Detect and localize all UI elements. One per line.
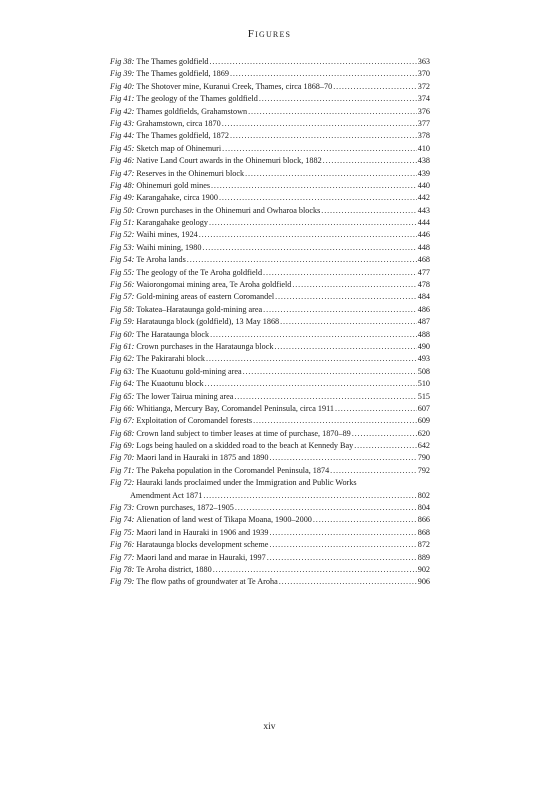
- figure-entry: [110, 168, 430, 180]
- dot-leader: [269, 527, 416, 539]
- figure-title: The Thames goldfield, 1872: [136, 131, 229, 141]
- figure-entry: [110, 415, 430, 427]
- figure-number: Fig 74:: [110, 515, 135, 525]
- figure-entry: [110, 205, 430, 217]
- figure-number: Fig 68:: [110, 428, 135, 438]
- figure-page-number: 510: [417, 379, 430, 389]
- dot-leader: [210, 56, 417, 68]
- figure-number: Fig 52:: [110, 230, 135, 240]
- figure-number: Fig 67:: [110, 416, 135, 426]
- figure-entry: [110, 81, 430, 93]
- figure-entry: [110, 378, 430, 390]
- figure-page-number: 376: [417, 106, 430, 116]
- dot-leader: [292, 279, 416, 291]
- page-header: Figures: [247, 28, 292, 40]
- dot-leader: [354, 440, 416, 452]
- figure-title: Waihi mines, 1924: [136, 230, 198, 240]
- dot-leader: [222, 118, 417, 130]
- figure-page-number: 906: [417, 577, 430, 587]
- dot-leader: [248, 106, 417, 118]
- dot-leader: [230, 130, 417, 142]
- figure-entry: [110, 539, 430, 551]
- figure-page-number: 438: [417, 156, 430, 166]
- dot-leader: [313, 514, 417, 526]
- dot-leader: [199, 229, 417, 241]
- dot-leader: [210, 329, 417, 341]
- figure-page-number: 642: [417, 441, 430, 451]
- figure-page-number: 508: [417, 366, 430, 376]
- figure-title: Maori land in Hauraki in 1906 and 1939: [136, 527, 269, 537]
- figure-page-number: 802: [417, 490, 430, 500]
- figure-title: Te Aroha district, 1880: [136, 565, 212, 574]
- figure-number: Fig 46:: [110, 156, 135, 166]
- figure-page-number: 378: [417, 131, 430, 141]
- figure-entry: [110, 514, 430, 526]
- figure-page-number: 490: [417, 341, 430, 351]
- dot-leader: [333, 81, 417, 93]
- figure-title: Crown purchases in the Ohinemuri and Owharoa blocks: [136, 205, 321, 215]
- figure-number: Fig 54:: [110, 255, 135, 265]
- figure-entry: [110, 316, 430, 328]
- figure-title: The Shotover mine, Kuranui Creek, Thames, circa 1868–70: [136, 81, 333, 91]
- dot-leader: [275, 291, 417, 303]
- figure-page-number: 443: [417, 205, 430, 215]
- figure-page-number: 410: [417, 143, 430, 153]
- figure-number: Fig 53:: [110, 242, 135, 252]
- figure-title: Crown land subject to timber leases at time of purchase, 1870–89: [136, 428, 351, 438]
- dot-leader: [280, 316, 417, 328]
- dot-leader: [323, 155, 417, 167]
- figure-title: Harataunga block (goldfield), 13 May 1868: [136, 317, 280, 327]
- figure-entry: [110, 391, 430, 403]
- dot-leader: [205, 378, 417, 390]
- figure-entry: [110, 304, 430, 316]
- figure-entry: [110, 564, 430, 576]
- figure-entry: [110, 329, 430, 341]
- figure-page-number: 440: [417, 180, 430, 190]
- figure-entry: [110, 106, 430, 118]
- figure-entry: [110, 118, 430, 130]
- figure-page-number: 620: [417, 428, 430, 438]
- figure-page-number: 866: [417, 515, 430, 525]
- dot-leader: [230, 68, 417, 80]
- figure-number: Fig 65:: [110, 391, 135, 401]
- figure-page-number: 889: [417, 552, 430, 562]
- figure-title: Waiorongomai mining area, Te Aroha goldfield: [136, 280, 292, 290]
- figure-entry: [110, 192, 430, 204]
- dot-leader: [209, 217, 417, 229]
- figure-title: The Thames goldfield, 1869: [136, 69, 229, 79]
- figure-entry: [110, 229, 430, 241]
- figure-title: Grahamstown, circa 1870: [136, 118, 221, 128]
- figure-number: Fig 48:: [110, 180, 135, 190]
- figures-list: [110, 56, 430, 589]
- figure-entry: [110, 353, 430, 365]
- figure-title: Crown purchases in the Harataunga block: [136, 341, 274, 351]
- figure-number: Fig 43:: [110, 118, 135, 128]
- figure-entry: [110, 527, 430, 539]
- figure-title: The Kuaotunu block: [136, 379, 204, 389]
- figure-number: Fig 57:: [110, 292, 135, 302]
- figure-entry: [110, 254, 430, 266]
- figure-number: Fig 63:: [110, 366, 135, 376]
- figure-title: Karangahake, circa 1900: [136, 193, 218, 203]
- figure-title: The Thames goldfield: [136, 56, 209, 66]
- figure-entry: [110, 217, 430, 229]
- figure-entry: [110, 341, 430, 353]
- figure-number: Fig 73:: [110, 503, 135, 513]
- figure-entry: [110, 279, 430, 291]
- figure-number: Fig 66:: [110, 403, 135, 413]
- figure-title: Harataunga blocks development scheme: [136, 540, 269, 550]
- dot-leader: [263, 304, 417, 316]
- figure-page-number: 374: [417, 94, 430, 104]
- dot-leader: [213, 564, 417, 576]
- figure-number: Fig 76:: [110, 540, 135, 550]
- dot-leader: [235, 502, 417, 514]
- figure-title: Hauraki lands proclaimed under the Immigration and Public Works: [136, 478, 357, 488]
- figure-page-number: 477: [417, 267, 430, 277]
- dot-leader: [335, 403, 417, 415]
- figure-entry: [110, 576, 430, 588]
- figure-page-number: 487: [417, 317, 430, 327]
- figure-number: Fig 49:: [110, 193, 135, 203]
- figure-entry: [110, 403, 430, 415]
- figure-number: Fig 42:: [110, 106, 135, 116]
- figure-entry: [110, 56, 430, 68]
- figure-title: Gold-mining areas of eastern Coromandel: [136, 292, 275, 302]
- figure-entry: [110, 93, 430, 105]
- figure-page-number: 363: [417, 56, 430, 66]
- dot-leader: [211, 180, 417, 192]
- figure-title: Te Aroha lands: [136, 255, 186, 265]
- dot-leader: [187, 254, 417, 266]
- figure-number: Fig 59:: [110, 317, 135, 327]
- dot-leader: [330, 465, 417, 477]
- dot-leader: [219, 192, 417, 204]
- figure-title: Crown purchases, 1872–1905: [136, 503, 234, 513]
- dot-leader: [243, 366, 417, 378]
- figure-title: The flow paths of groundwater at Te Aroha: [136, 577, 278, 587]
- figure-number: Fig 70:: [110, 453, 135, 463]
- figure-number: Fig 62:: [110, 354, 135, 364]
- figure-number: Fig 60:: [110, 329, 135, 339]
- figure-page-number: 868: [417, 527, 430, 537]
- figure-title: The Pakirarahi block: [136, 354, 206, 364]
- figure-page-number: 607: [417, 403, 430, 413]
- figure-title: The Pakeha population in the Coromandel Peninsula, 1874: [136, 465, 330, 475]
- dot-leader: [203, 490, 416, 502]
- figure-entry: [110, 291, 430, 303]
- dot-leader: [269, 452, 416, 464]
- dot-leader: [259, 93, 417, 105]
- figure-number: Fig 64:: [110, 379, 135, 389]
- figure-entry: [110, 502, 430, 514]
- figure-title: The Harataunga block: [136, 329, 210, 339]
- figure-number: Fig 71:: [110, 465, 135, 475]
- figure-title: Native Land Court awards in the Ohinemuri block, 1882: [136, 156, 322, 166]
- figure-title: Sketch map of Ohinemuri: [136, 143, 222, 153]
- dot-leader: [234, 391, 416, 403]
- figure-title: Maori land in Hauraki in 1875 and 1890: [136, 453, 269, 463]
- figure-number: Fig 45:: [110, 143, 135, 153]
- figure-entry: [110, 143, 430, 155]
- figure-page-number: 468: [417, 255, 430, 265]
- figure-page-number: 446: [417, 230, 430, 240]
- figure-page-number: 792: [417, 465, 430, 475]
- figure-page-number: 804: [417, 503, 430, 513]
- figure-title: Whitianga, Mercury Bay, Coromandel Peninsula, circa 1911: [136, 403, 334, 413]
- figure-page-number: 493: [417, 354, 430, 364]
- figure-page-number: 484: [417, 292, 430, 302]
- figure-number: Fig 69:: [110, 441, 135, 451]
- figure-title: The geology of the Thames goldfield: [136, 94, 258, 104]
- figure-page-number: 902: [417, 565, 430, 574]
- figure-page-number: 790: [417, 453, 430, 463]
- figure-entry: [110, 130, 430, 142]
- figure-entry: [110, 440, 430, 452]
- figure-title: Alienation of land west of Tikapa Moana, 1900–2000: [136, 515, 312, 525]
- figure-number: Fig 47:: [110, 168, 135, 178]
- figure-title: Ohinemuri gold mines: [136, 180, 211, 190]
- figure-title: The geology of the Te Aroha goldfield: [136, 267, 263, 277]
- figure-page-number: 609: [417, 416, 430, 426]
- figure-number: Fig 40:: [110, 81, 135, 91]
- figure-number: Fig 78:: [110, 565, 135, 574]
- figure-number: Fig 56:: [110, 280, 135, 290]
- figure-title: The Kuaotunu gold-mining area: [136, 366, 242, 376]
- figure-title: Reserves in the Ohinemuri block: [136, 168, 245, 178]
- figure-entry: [110, 155, 430, 167]
- figure-number: Fig 77:: [110, 552, 135, 562]
- figure-page-number: 478: [417, 280, 430, 290]
- figure-number: Fig 50:: [110, 205, 135, 215]
- dot-leader: [245, 168, 417, 180]
- figure-entry: [110, 552, 430, 564]
- figure-page-number: 486: [417, 304, 430, 314]
- figure-page-number: 377: [417, 118, 430, 128]
- dot-leader: [274, 341, 416, 353]
- dot-leader: [253, 415, 417, 427]
- figure-title: Karangahake geology: [136, 218, 208, 228]
- figure-entry: [110, 465, 430, 477]
- figure-page-number: 372: [417, 81, 430, 91]
- figure-title: The lower Tairua mining area: [136, 391, 234, 401]
- figure-number: Fig 38:: [110, 56, 135, 66]
- figure-page-number: 442: [417, 193, 430, 203]
- figure-page-number: 488: [417, 329, 430, 339]
- figure-page-number: 872: [417, 540, 430, 550]
- figure-page-number: 370: [417, 69, 430, 79]
- dot-leader: [222, 143, 417, 155]
- dot-leader: [263, 267, 417, 279]
- dot-leader: [269, 539, 416, 551]
- figure-number: Fig 79:: [110, 577, 135, 587]
- figure-number: Fig 58:: [110, 304, 135, 314]
- figure-title: Exploitation of Coromandel forests: [136, 416, 253, 426]
- figure-title-continued: Amendment Act 1871: [130, 490, 203, 500]
- figure-number: Fig 39:: [110, 69, 135, 79]
- figure-entry: [110, 68, 430, 80]
- figure-number: Fig 61:: [110, 341, 135, 351]
- figure-entry: [110, 428, 430, 440]
- figure-number: Fig 41:: [110, 94, 135, 104]
- page-number: xiv: [263, 722, 276, 732]
- figure-page-number: 439: [417, 168, 430, 178]
- dot-leader: [279, 576, 417, 588]
- figure-entry: [110, 477, 430, 502]
- figure-entry: [110, 180, 430, 192]
- dot-leader: [267, 552, 417, 564]
- figure-number: Fig 72:: [110, 478, 135, 488]
- figure-entry: [110, 242, 430, 254]
- figure-page-number: 448: [417, 242, 430, 252]
- dot-leader: [202, 242, 416, 254]
- figure-page-number: 515: [417, 391, 430, 401]
- figure-page-number: 444: [417, 218, 430, 228]
- figure-entry: [110, 453, 430, 465]
- figure-number: Fig 44:: [110, 131, 135, 141]
- figure-entry: [110, 267, 430, 279]
- figure-title: Logs being hauled on a skidded road to the beach at Kennedy Bay: [136, 441, 354, 451]
- figure-title: Waihi mining, 1980: [136, 242, 202, 252]
- dot-leader: [321, 205, 416, 217]
- figure-number: Fig 51:: [110, 218, 135, 228]
- figure-title: Tokatea–Harataunga gold-mining area: [136, 304, 263, 314]
- figure-number: Fig 75:: [110, 527, 135, 537]
- dot-leader: [206, 353, 417, 365]
- dot-leader: [352, 428, 417, 440]
- figure-title: Thames goldfields, Grahamstown: [136, 106, 248, 116]
- figure-entry: [110, 366, 430, 378]
- figure-title: Maori land and marae in Hauraki, 1997: [136, 552, 266, 562]
- figure-number: Fig 55:: [110, 267, 135, 277]
